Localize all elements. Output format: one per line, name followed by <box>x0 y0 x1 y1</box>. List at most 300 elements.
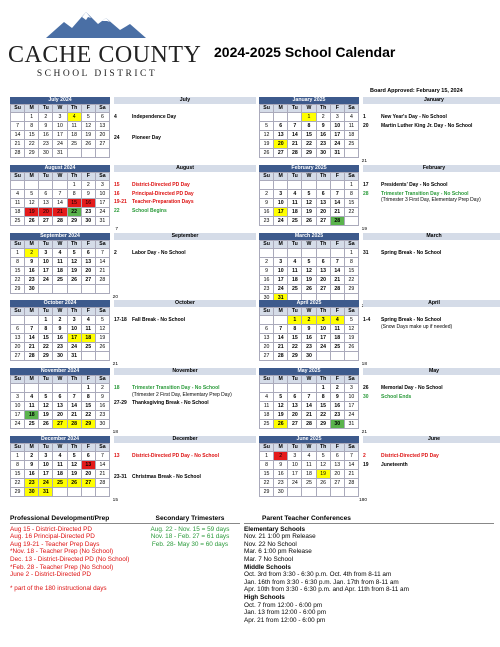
day-cell: 3 <box>95 180 109 189</box>
month-events <box>363 436 500 468</box>
events-header: July <box>114 97 256 104</box>
weekday-header: Sa <box>95 173 109 181</box>
month-header: March 2025 <box>259 233 359 240</box>
day-cell: 29 <box>25 148 39 157</box>
weekday-header: Sa <box>344 241 358 249</box>
day-cell: 14 <box>330 198 344 207</box>
day-cell: 15 <box>81 401 95 410</box>
pd-line: Dec. 13 - District-Directed PD (No School) <box>10 555 130 563</box>
weekday-header: F <box>81 241 95 249</box>
day-cell: 1 <box>288 315 302 324</box>
day-cell: 4 <box>53 451 67 460</box>
day-cell: 6 <box>316 257 330 266</box>
weekday-header: F <box>330 241 344 249</box>
event-date: 17 <box>363 182 369 188</box>
day-cell: 15 <box>344 266 358 275</box>
month-header: November 2024 <box>10 368 110 375</box>
event-title: District-Directed PD Day - No School <box>132 453 219 459</box>
pd-line: Aug 15 - District-Directed PD <box>10 525 93 533</box>
day-cell: 4 <box>344 112 358 121</box>
month-calendar <box>10 233 118 300</box>
day-cell: 13 <box>81 460 95 469</box>
instructional-day-count: 7 <box>115 226 118 232</box>
day-cell: 15 <box>260 469 274 478</box>
day-cell: 16 <box>260 207 274 216</box>
day-cell: 8 <box>11 257 25 266</box>
weekday-header: W <box>302 376 316 384</box>
instructional-day-count: 21 <box>361 429 367 435</box>
month-events <box>114 300 256 324</box>
weekday-header: M <box>25 308 39 316</box>
day-cell: 26 <box>81 139 95 148</box>
day-cell: 22 <box>344 275 358 284</box>
day-cell <box>344 148 358 157</box>
day-cell: 5 <box>302 189 316 198</box>
day-cell: 4 <box>330 315 344 324</box>
weekday-header: Su <box>11 105 25 113</box>
day-cell: 27 <box>95 139 109 148</box>
day-cell: 2 <box>330 383 344 392</box>
weekday-header: Su <box>260 444 274 452</box>
day-cell: 3 <box>330 112 344 121</box>
day-cell: 18 <box>67 130 81 139</box>
day-cell: 17 <box>316 333 330 342</box>
month-events <box>114 97 256 141</box>
weekday-header: Tu <box>288 241 302 249</box>
day-cell: 23 <box>25 478 39 487</box>
day-cell: 22 <box>11 478 25 487</box>
day-cell: 12 <box>67 257 81 266</box>
weekday-header: Sa <box>95 444 109 452</box>
day-cell: 24 <box>344 410 358 419</box>
conference-line: Nov. 22 No School <box>244 540 297 548</box>
day-cell: 27 <box>316 284 330 293</box>
weekday-header: W <box>53 173 67 181</box>
conference-line: Mar. 7 No School <box>244 555 294 563</box>
day-cell: 6 <box>330 451 344 460</box>
day-cell: 17 <box>274 207 288 216</box>
day-cell: 2 <box>95 383 109 392</box>
weekday-header: W <box>302 105 316 113</box>
month-header: October 2024 <box>10 300 110 307</box>
month-calendar <box>259 165 367 232</box>
day-cell: 9 <box>274 460 288 469</box>
weekday-header: M <box>274 444 288 452</box>
month-events <box>363 165 500 203</box>
events-header: December <box>114 436 256 443</box>
day-cell: 9 <box>25 257 39 266</box>
day-cell: 3 <box>67 315 81 324</box>
day-cell: 26 <box>274 419 288 428</box>
day-cell <box>330 351 344 360</box>
day-cell: 29 <box>81 419 95 428</box>
event-title: Pioneer Day <box>132 134 161 141</box>
day-cell: 7 <box>67 392 81 401</box>
day-cell <box>274 180 288 189</box>
day-cell <box>344 351 358 360</box>
day-cell: 1 <box>260 451 274 460</box>
day-cell: 12 <box>25 198 39 207</box>
event-row <box>363 385 500 392</box>
weekday-header: M <box>274 308 288 316</box>
day-cell: 23 <box>274 478 288 487</box>
day-cell <box>260 248 274 257</box>
event-title: Spring Break - No School <box>381 250 442 256</box>
day-cell: 22 <box>260 478 274 487</box>
weekday-header: F <box>330 308 344 316</box>
day-cell: 26 <box>39 419 53 428</box>
month-calendar <box>259 97 367 164</box>
day-cell: 28 <box>288 148 302 157</box>
event-title: New Year's Day - No School <box>381 114 447 120</box>
day-cell: 16 <box>81 198 95 207</box>
day-cell <box>302 180 316 189</box>
day-cell <box>95 351 109 360</box>
day-cell: 24 <box>274 284 288 293</box>
day-cell: 5 <box>95 315 109 324</box>
day-cell: 5 <box>260 121 274 130</box>
day-cell: 26 <box>67 275 81 284</box>
event-date: 26 <box>363 385 369 391</box>
weekday-header: Sa <box>344 105 358 113</box>
day-cell: 6 <box>274 121 288 130</box>
weekday-header: F <box>81 105 95 113</box>
day-cell: 14 <box>344 460 358 469</box>
conference-line: Apr. 21 from 12:00 - 6:00 pm <box>244 616 326 624</box>
day-cell: 27 <box>39 216 53 225</box>
day-cell: 6 <box>53 392 67 401</box>
pd-title: Professional Development/Prep <box>10 515 140 524</box>
day-cell <box>95 148 109 157</box>
day-cell: 14 <box>274 333 288 342</box>
day-cell: 27 <box>11 351 25 360</box>
day-cell: 14 <box>11 130 25 139</box>
day-cell: 20 <box>316 207 330 216</box>
day-cell: 27 <box>53 419 67 428</box>
day-cell: 27 <box>81 275 95 284</box>
day-cell: 7 <box>288 121 302 130</box>
day-cell: 6 <box>288 392 302 401</box>
weekday-header: Su <box>11 241 25 249</box>
day-cell: 23 <box>25 275 39 284</box>
day-cell: 26 <box>67 478 81 487</box>
day-cell: 7 <box>274 324 288 333</box>
month-events <box>363 97 500 129</box>
day-cell <box>39 383 53 392</box>
event-date: 19 <box>363 461 369 468</box>
day-cell: 18 <box>330 333 344 342</box>
day-cell: 10 <box>288 460 302 469</box>
day-cell: 5 <box>25 189 39 198</box>
month-header: July 2024 <box>10 97 110 104</box>
weekday-header: W <box>302 173 316 181</box>
weekday-header: W <box>53 105 67 113</box>
day-cell: 1 <box>39 315 53 324</box>
day-cell: 23 <box>330 410 344 419</box>
day-cell: 24 <box>288 478 302 487</box>
day-cell: 28 <box>330 216 344 225</box>
day-cell: 25 <box>344 139 358 148</box>
day-cell: 7 <box>95 451 109 460</box>
weekday-header: Su <box>11 173 25 181</box>
day-cell: 29 <box>67 216 81 225</box>
day-cell <box>11 315 25 324</box>
instructional-day-count: 20 <box>112 294 118 300</box>
day-cell: 9 <box>53 324 67 333</box>
day-cell: 28 <box>67 419 81 428</box>
day-cell: 26 <box>260 148 274 157</box>
day-cell: 10 <box>274 266 288 275</box>
events-header: January <box>363 97 500 104</box>
month-events <box>363 300 500 330</box>
day-cell: 20 <box>81 266 95 275</box>
month-events <box>363 233 500 257</box>
trimester-line: Aug. 22 - Nov. 15 = 59 days <box>150 525 230 533</box>
day-cell: 1 <box>302 112 316 121</box>
day-cell: 7 <box>344 451 358 460</box>
day-cell: 8 <box>81 392 95 401</box>
day-cell: 14 <box>67 401 81 410</box>
day-cell: 19 <box>95 333 109 342</box>
day-cell: 26 <box>25 216 39 225</box>
day-cell: 27 <box>330 478 344 487</box>
day-cell: 8 <box>288 324 302 333</box>
day-cell: 22 <box>81 410 95 419</box>
day-cell: 6 <box>81 451 95 460</box>
day-cell: 30 <box>302 351 316 360</box>
weekday-header: W <box>302 241 316 249</box>
day-cell: 25 <box>67 139 81 148</box>
day-cell <box>316 351 330 360</box>
day-cell: 29 <box>302 148 316 157</box>
day-cell: 21 <box>274 342 288 351</box>
day-cell: 19 <box>302 207 316 216</box>
day-cell: 24 <box>95 207 109 216</box>
day-cell: 10 <box>330 121 344 130</box>
instructional-day-count: 18 <box>112 429 118 435</box>
day-cell: 7 <box>53 189 67 198</box>
day-cell: 24 <box>316 342 330 351</box>
day-cell: 6 <box>11 324 25 333</box>
day-cell: 15 <box>11 469 25 478</box>
instructional-day-count: 15 <box>112 497 118 503</box>
day-cell <box>53 383 67 392</box>
day-cell: 29 <box>11 487 25 496</box>
day-cell: 27 <box>274 148 288 157</box>
month-header: August 2024 <box>10 165 110 172</box>
day-cell: 24 <box>39 478 53 487</box>
day-cell: 1 <box>81 383 95 392</box>
day-cell: 23 <box>302 342 316 351</box>
day-cell: 23 <box>260 216 274 225</box>
day-cell: 28 <box>302 419 316 428</box>
day-cell: 14 <box>25 333 39 342</box>
day-cell: 9 <box>260 198 274 207</box>
day-cell: 2 <box>302 315 316 324</box>
day-cell: 19 <box>302 275 316 284</box>
day-cell: 28 <box>330 284 344 293</box>
day-cell: 15 <box>67 198 81 207</box>
day-cell: 26 <box>344 342 358 351</box>
day-cell: 30 <box>274 487 288 496</box>
day-cell: 21 <box>302 410 316 419</box>
event-title: Labor Day - No School <box>132 250 186 256</box>
day-cell: 8 <box>344 257 358 266</box>
day-cell <box>53 487 67 496</box>
conference-line: Apr. 10th from 3:30 - 6:30 p.m. and Apr. 11th from 8-11 am <box>244 586 409 594</box>
district-logo <box>8 8 202 80</box>
day-cell: 22 <box>344 207 358 216</box>
weekday-header: Tu <box>39 444 53 452</box>
day-cell: 13 <box>260 333 274 342</box>
day-cell: 28 <box>95 275 109 284</box>
event-note: (Snow Days make up if needed) <box>381 323 453 330</box>
day-cell: 30 <box>260 293 274 302</box>
weekday-header: Sa <box>95 105 109 113</box>
event-title: Spring Break - No School <box>381 317 442 323</box>
day-cell: 12 <box>67 460 81 469</box>
day-cell <box>344 216 358 225</box>
day-cell: 3 <box>274 257 288 266</box>
event-title: Presidents' Day - No School <box>381 182 448 188</box>
day-cell: 12 <box>260 130 274 139</box>
day-cell: 29 <box>344 284 358 293</box>
event-date: 20 <box>363 122 369 129</box>
event-note: (Trimester 3 First Day, Elementary Prep Day) <box>381 197 481 203</box>
day-cell: 11 <box>288 198 302 207</box>
day-cell: 18 <box>25 410 39 419</box>
day-cell <box>81 284 95 293</box>
weekday-header: Th <box>316 105 330 113</box>
day-cell: 2 <box>260 257 274 266</box>
day-cell: 11 <box>330 324 344 333</box>
event-date: 22 <box>114 207 120 214</box>
weekday-header: M <box>274 241 288 249</box>
weekday-header: Tu <box>288 376 302 384</box>
event-date: 15 <box>114 182 120 188</box>
day-cell: 2 <box>316 112 330 121</box>
day-cell: 20 <box>39 207 53 216</box>
day-cell: 11 <box>288 266 302 275</box>
day-cell: 10 <box>53 121 67 130</box>
conference-line: High Schools <box>244 593 285 601</box>
day-cell: 22 <box>288 342 302 351</box>
events-header: November <box>114 368 256 375</box>
day-cell: 19 <box>316 469 330 478</box>
day-cell <box>25 383 39 392</box>
event-row <box>363 453 500 460</box>
day-cell: 6 <box>260 324 274 333</box>
day-cell: 2 <box>25 451 39 460</box>
day-cell: 17 <box>67 333 81 342</box>
weekday-header: Th <box>316 241 330 249</box>
day-cell: 5 <box>81 112 95 121</box>
event-title: Juneteenth <box>381 461 408 468</box>
weekday-header: F <box>81 376 95 384</box>
day-cell: 17 <box>39 266 53 275</box>
pd-line: *Feb. 28 - Teacher Prep (No School) <box>10 563 114 571</box>
weekday-header: F <box>330 376 344 384</box>
event-title: Christmas Break - No School <box>132 473 201 480</box>
day-cell: 16 <box>330 401 344 410</box>
month-header: September 2024 <box>10 233 110 240</box>
day-cell: 11 <box>344 121 358 130</box>
event-row <box>114 317 256 324</box>
pd-line: Aug 19-21 - Teacher Prep Days <box>10 540 100 548</box>
weekday-header: W <box>302 444 316 452</box>
day-cell: 13 <box>39 198 53 207</box>
day-cell <box>39 284 53 293</box>
day-cell: 3 <box>316 315 330 324</box>
day-cell: 27 <box>81 478 95 487</box>
day-cell <box>260 315 274 324</box>
day-cell: 1 <box>316 383 330 392</box>
day-cell: 28 <box>344 478 358 487</box>
weekday-header: Th <box>316 444 330 452</box>
weekday-header: M <box>25 241 39 249</box>
day-cell: 25 <box>302 478 316 487</box>
weekday-header: Su <box>11 308 25 316</box>
weekday-header: F <box>81 308 95 316</box>
day-cell <box>274 112 288 121</box>
weekday-header: W <box>53 241 67 249</box>
day-cell: 11 <box>25 401 39 410</box>
weekday-header: Su <box>260 376 274 384</box>
weekday-header: Su <box>11 444 25 452</box>
day-cell <box>316 487 330 496</box>
day-cell: 13 <box>288 401 302 410</box>
weekday-header: F <box>81 444 95 452</box>
event-title: District-Directed PD Day <box>381 453 439 459</box>
day-cell <box>95 487 109 496</box>
day-cell: 14 <box>330 266 344 275</box>
event-date: 1-4 <box>363 317 371 323</box>
day-cell: 29 <box>316 419 330 428</box>
events-header: March <box>363 233 500 240</box>
day-cell: 12 <box>302 266 316 275</box>
day-cell: 9 <box>316 121 330 130</box>
day-cell: 24 <box>11 419 25 428</box>
day-cell: 9 <box>25 460 39 469</box>
day-cell <box>39 180 53 189</box>
day-cell: 9 <box>95 392 109 401</box>
event-row <box>363 462 500 469</box>
day-cell: 9 <box>39 121 53 130</box>
day-cell <box>81 148 95 157</box>
day-cell: 7 <box>330 257 344 266</box>
weekday-header: Sa <box>95 241 109 249</box>
day-cell: 16 <box>53 333 67 342</box>
day-cell: 21 <box>344 469 358 478</box>
event-row <box>114 182 256 189</box>
weekday-header: Th <box>67 241 81 249</box>
weekday-header: M <box>25 376 39 384</box>
weekday-header: Su <box>260 308 274 316</box>
weekday-header: W <box>53 444 67 452</box>
day-cell: 10 <box>11 401 25 410</box>
day-cell: 18 <box>344 130 358 139</box>
day-cell: 29 <box>288 351 302 360</box>
day-cell: 11 <box>53 460 67 469</box>
day-cell <box>260 112 274 121</box>
day-cell: 16 <box>25 266 39 275</box>
day-cell: 4 <box>288 257 302 266</box>
day-cell: 14 <box>95 460 109 469</box>
pd-line: *Nov. 18 - Teacher Prep (No School) <box>10 548 114 556</box>
day-cell <box>288 248 302 257</box>
day-cell: 25 <box>53 478 67 487</box>
day-cell: 25 <box>260 419 274 428</box>
